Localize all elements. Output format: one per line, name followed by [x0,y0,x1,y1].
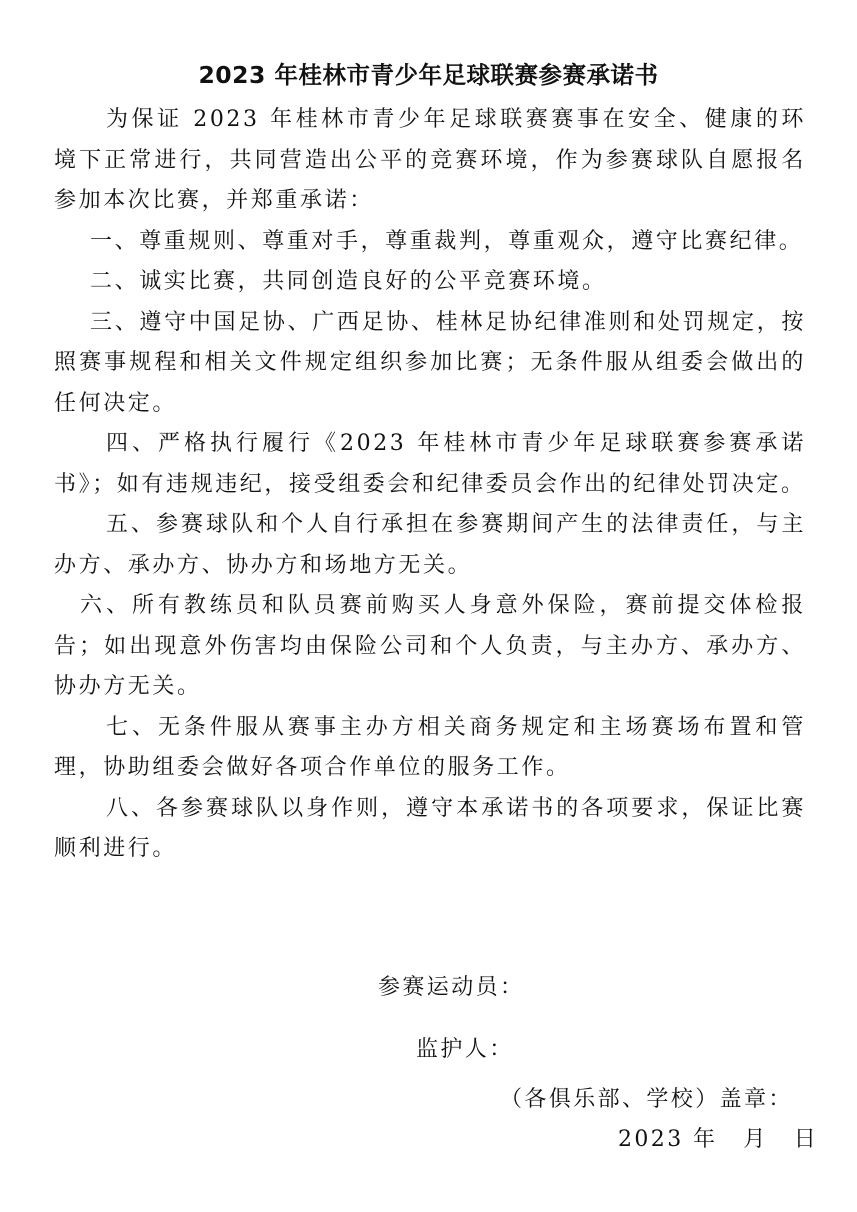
date-day: 日 [793,1127,819,1152]
date-year: 2023 年 [618,1127,718,1152]
guardian-signature-label: 监护人： [416,1037,514,1062]
date-month: 月 [743,1127,768,1152]
clause-3: 三、遵守中国足协、广西足协、桂林足协纪律准则和处罚规定，按照赛事规程和相关文件规定组织参加比赛；无条件服从组委会做出的任何决定。 [54,309,806,416]
clause-8: 八、各参赛球队以身作则，遵守本承诺书的各项要求，保证比赛顺利进行。 [54,795,806,861]
clause-1: 一、尊重规则、尊重对手，尊重裁判，尊重观众，遵守比赛纪律。 [90,228,804,254]
signature-date [618,1124,818,1156]
clause-6: 六、所有教练员和队员赛前购买人身意外保险，赛前提交体检报告；如出现意外伤害均由保险公司和个人负责，与主办方、承办方、协办方无关。 [54,593,806,699]
document-body [54,100,806,870]
clause-4: 四、严格执行履行《2023 年桂林市青少年足球联赛参赛承诺书》；如有违规违纪，接受组委会和纪律委员会作出的纪律处罚决定。 [54,431,806,497]
seal-label: （各俱乐部、学校）盖章： [500,1087,793,1112]
document-title: 2023 年桂林市青少年足球联赛参赛承诺书 [198,61,659,89]
clause-2: 二、诚实比赛，共同创造良好的公平竞赛环境。 [90,269,607,294]
clause-7: 七、无条件服从赛事主办方相关商务规定和主场赛场布置和管理，协助组委会做好各项合作单位的服务工作。 [54,714,806,780]
intro-paragraph: 为保证 2023 年桂林市青少年足球联赛赛事在安全、健康的环境下正常进行，共同营造出公平的竞赛环境，作为参赛球队自愿报名参加本次比赛，并郑重承诺： [54,107,806,213]
athlete-signature-label: 参赛运动员： [378,975,525,1000]
clause-5: 五、参赛球队和个人自行承担在参赛期间产生的法律责任，与主办方、承办方、协办方和场地方无关。 [54,512,806,578]
